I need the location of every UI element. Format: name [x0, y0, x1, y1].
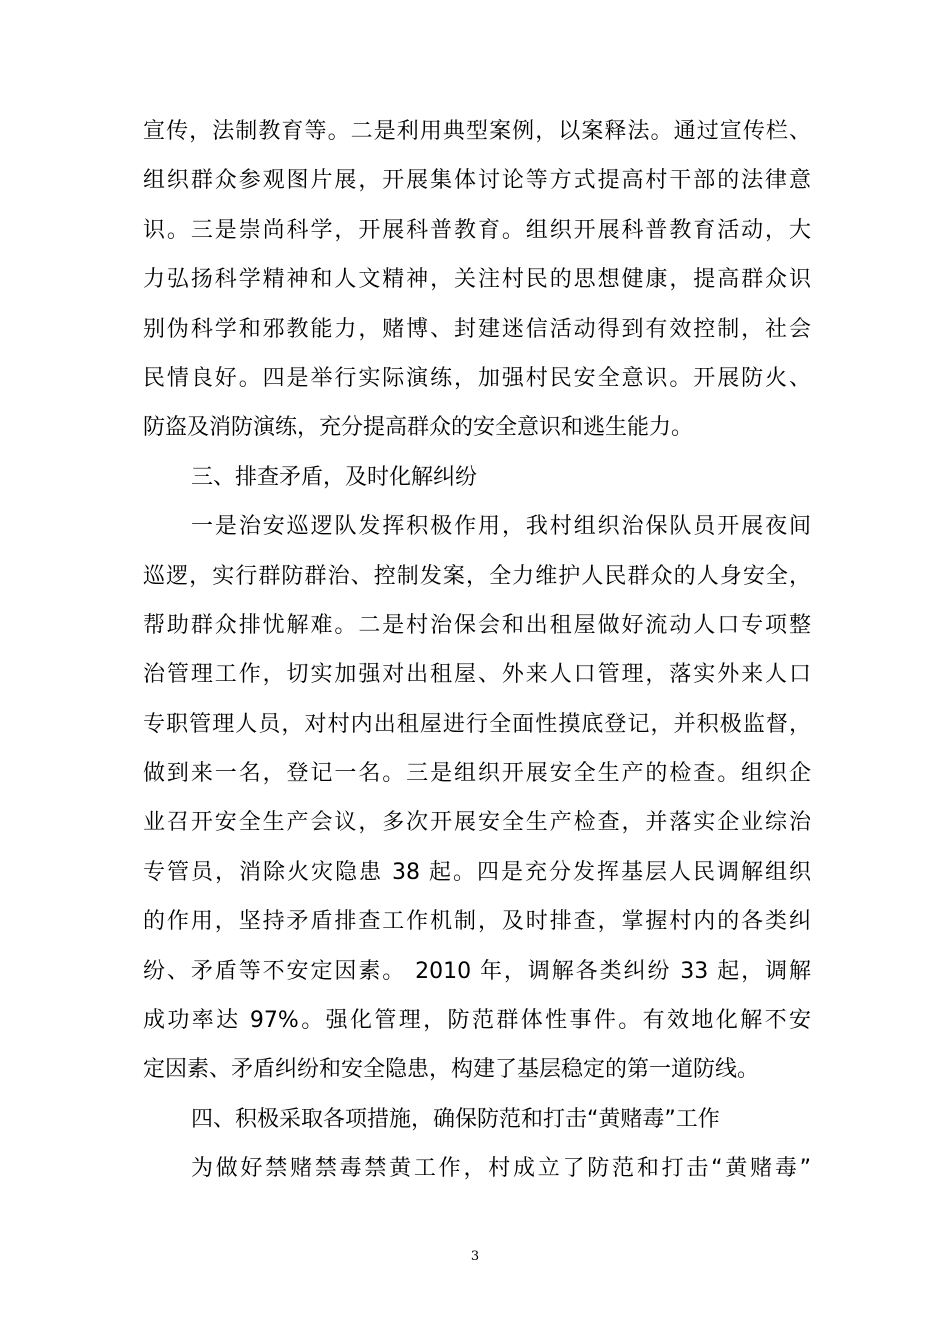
section-heading: 四、积极采取各项措施，确保防范和打击“黄赌毒”工作: [191, 1106, 720, 1132]
text-line: 纷、矛盾等不安定因素。 2010 年，调解各类纠纷 33 起，调解: [143, 958, 811, 984]
text-line: 的作用，坚持矛盾排查工作机制，及时排查，掌握村内的各类纠: [143, 909, 811, 935]
text-line: 防盗及消防演练，充分提高群众的安全意识和逃生能力。: [143, 415, 694, 441]
page-number: 3: [470, 1249, 480, 1264]
text-line: 业召开安全生产会议，多次开展安全生产检查，并落实企业综治: [143, 810, 811, 836]
text-line: 定因素、矛盾纠纷和安全隐患，构建了基层稳定的第一道防线。: [143, 1057, 760, 1083]
body-text: [143, 107, 811, 1194]
text-line: 识。三是崇尚科学，开展科普教育。组织开展科普教育活动，大: [143, 217, 811, 243]
text-line: 宣传，法制教育等。二是利用典型案例，以案释法。通过宣传栏、: [143, 119, 811, 144]
text-line: 专管员，消除火灾隐患 38 起。四是充分发挥基层人民调解组织: [143, 859, 811, 885]
text-line: 成功率达 97%。强化管理，防范群体性事件。有效地化解不安: [143, 1008, 811, 1034]
text-line: 力弘扬科学精神和人文精神，关注村民的思想健康，提高群众识: [143, 267, 811, 293]
text-line: 别伪科学和邪教能力，赌博、封建迷信活动得到有效控制，社会: [143, 316, 811, 342]
text-line: 组织群众参观图片展，开展集体讨论等方式提高村干部的法律意: [143, 168, 811, 194]
text-line: 治管理工作，切实加强对出租屋、外来人口管理，落实外来人口: [143, 662, 811, 688]
section-heading: 三、排查矛盾，及时化解纠纷: [191, 464, 478, 490]
text-line: 为做好禁赌禁毒禁黄工作，村成立了防范和打击“黄赌毒”: [191, 1156, 811, 1182]
text-line: 专职管理人员，对村内出租屋进行全面性摸底登记，并积极监督，: [143, 711, 811, 737]
text-line: 帮助群众排忧解难。二是村治保会和出租屋做好流动人口专项整: [143, 612, 811, 638]
text-line: 做到来一名，登记一名。三是组织开展安全生产的检查。组织企: [143, 761, 811, 787]
text-line: 一是治安巡逻队发挥积极作用，我村组织治保队员开展夜间: [191, 514, 811, 540]
text-line: 巡逻，实行群防群治、控制发案，全力维护人民群众的人身安全，: [143, 563, 811, 589]
text-line: 民情良好。四是举行实际演练，加强村民安全意识。开展防火、: [143, 365, 811, 391]
